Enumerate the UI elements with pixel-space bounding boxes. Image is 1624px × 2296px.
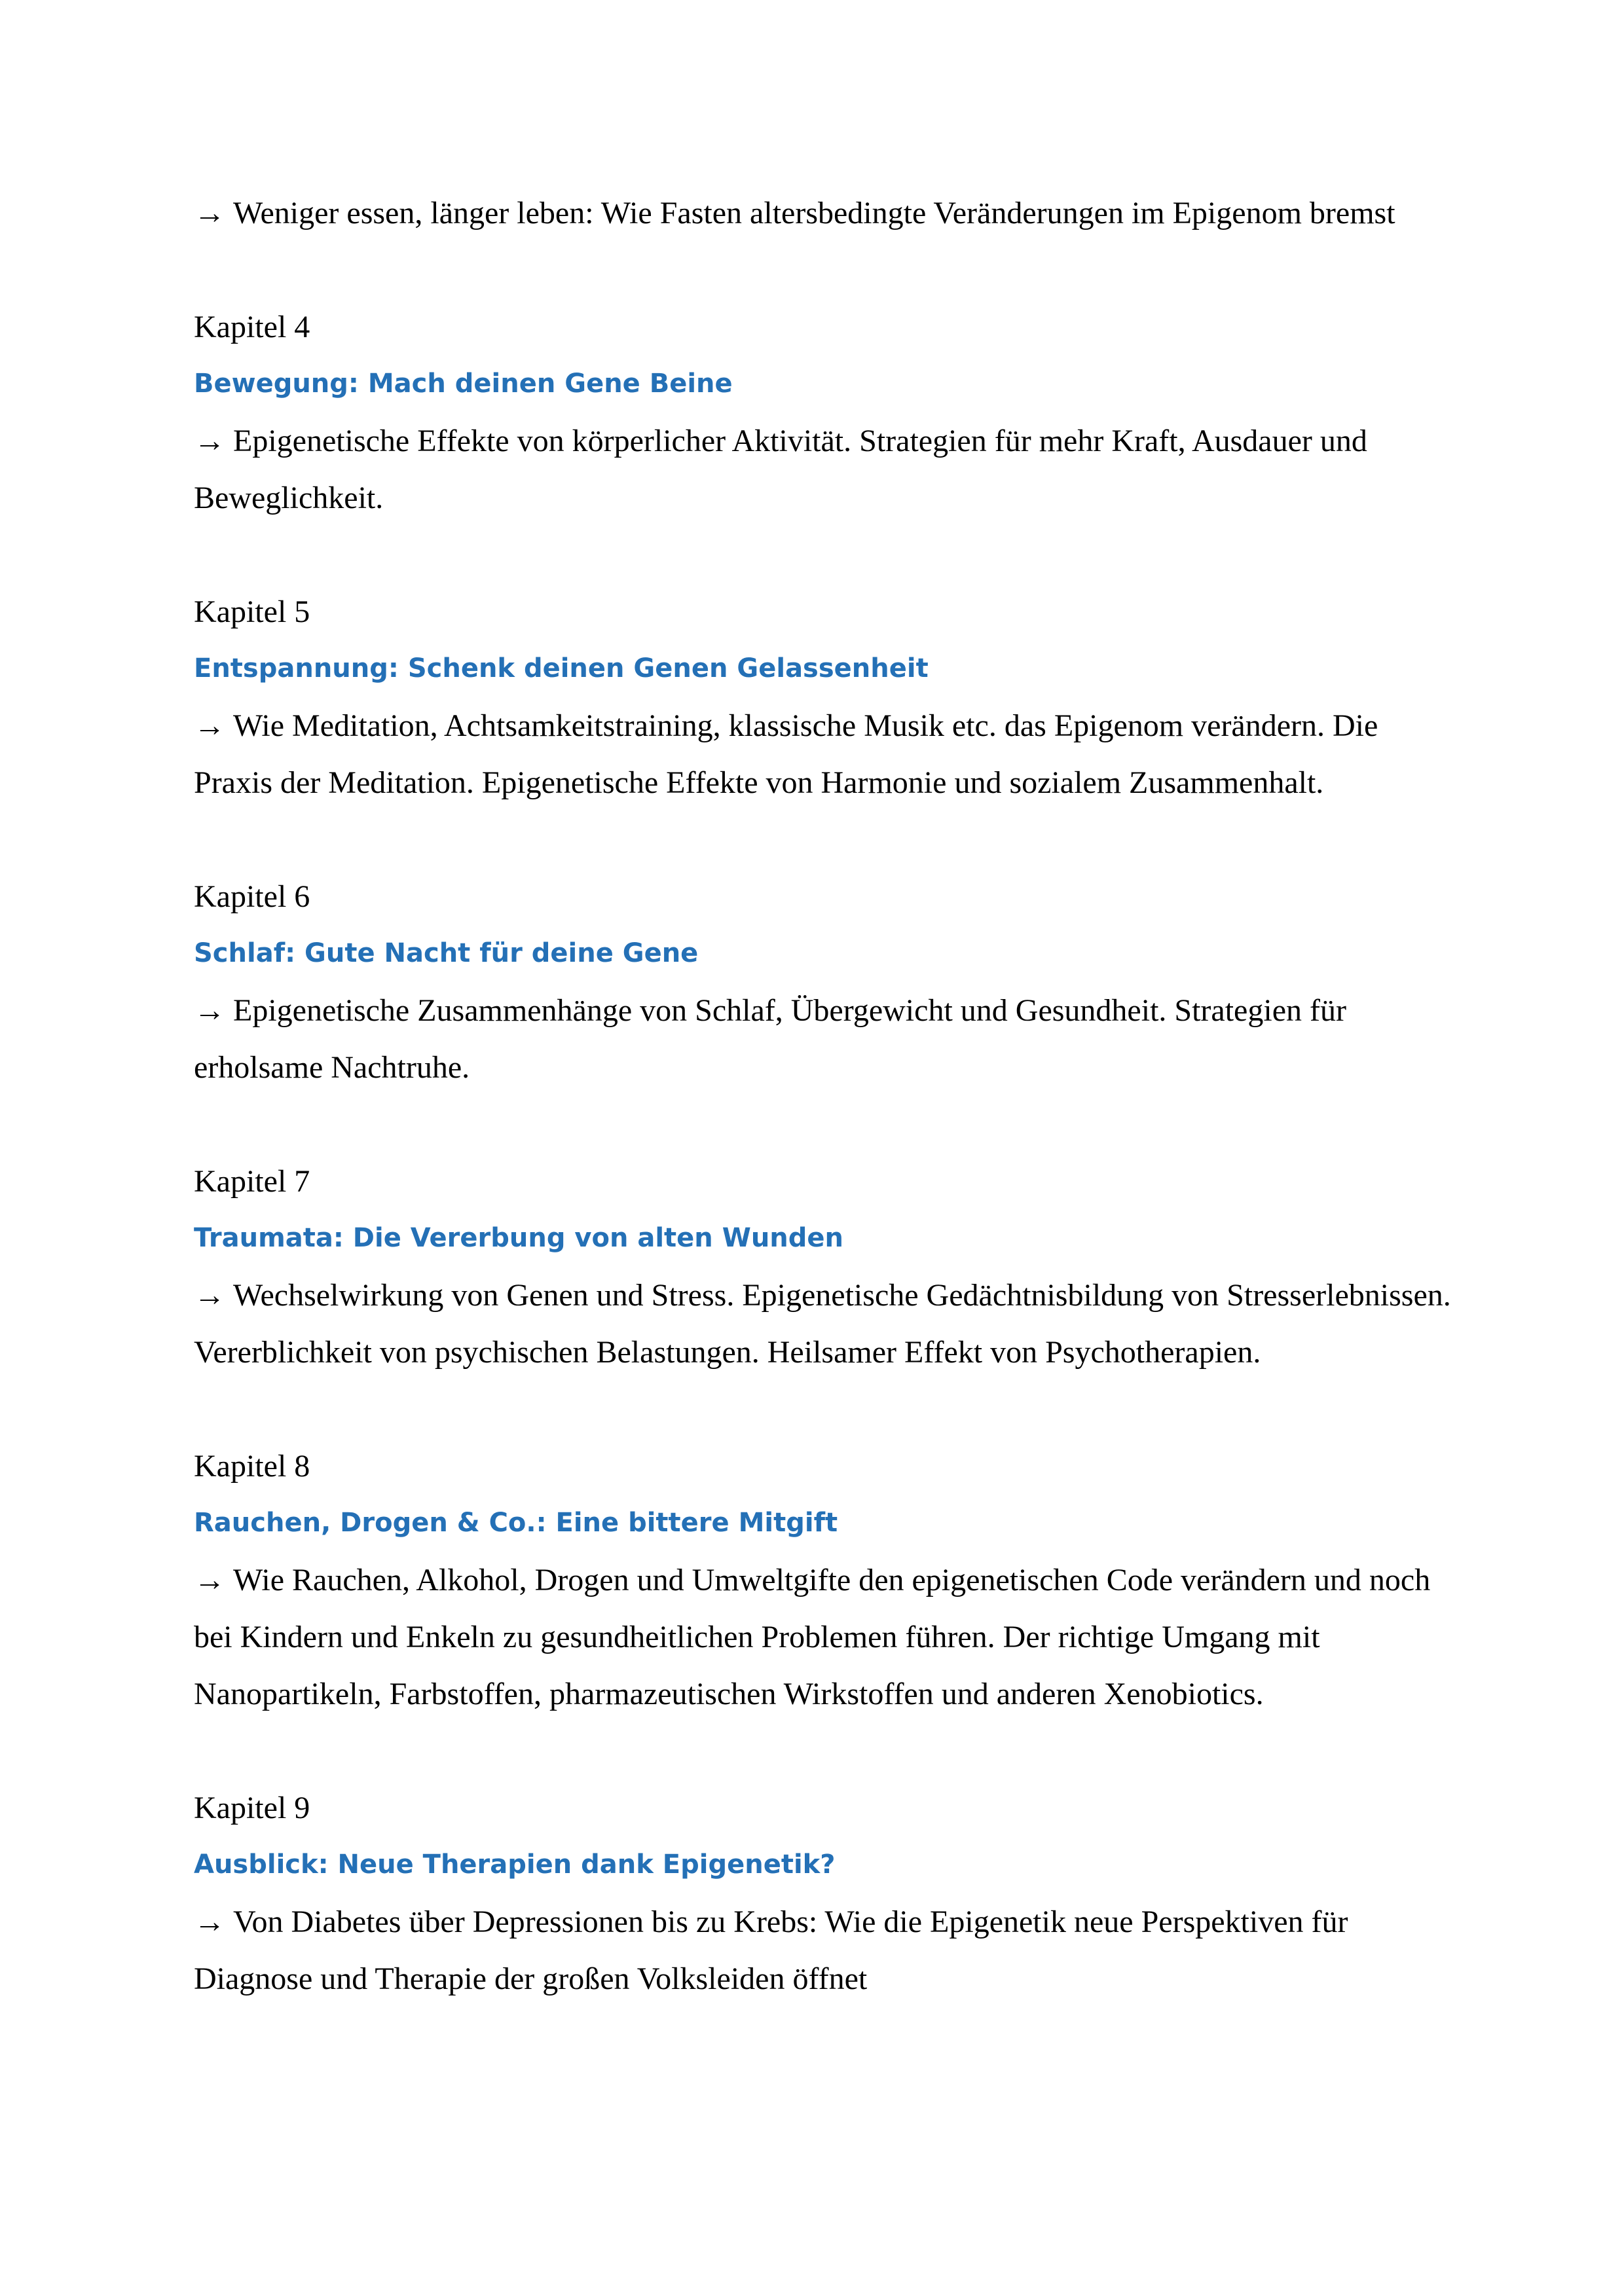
chapter-number: Kapitel 7 (194, 1164, 310, 1199)
chapter-description-text: Epigenetische Effekte von körperlicher Aktivität. Strategien für mehr Kraft, Ausdauer und Beweglichkeit. (194, 424, 1367, 515)
chapter-title: Traumata: Die Vererbung von alten Wunden (194, 1223, 844, 1253)
chapter-number: Kapitel 8 (194, 1449, 310, 1484)
arrow-icon: → (194, 424, 225, 458)
document-page (194, 185, 1458, 2007)
intro-text: Weniger essen, länger leben: Wie Fasten altersbedingte Veränderungen im Epigenom bremst (233, 196, 1395, 230)
chapter-number: Kapitel 9 (194, 1791, 310, 1825)
chapter-number: Kapitel 6 (194, 879, 310, 914)
chapter-title: Bewegung: Mach deinen Gene Beine (194, 369, 733, 399)
chapter-description (194, 697, 1458, 811)
chapter-title: Entspannung: Schenk deinen Genen Gelassenheit (194, 653, 929, 683)
chapter-title: Ausblick: Neue Therapien dank Epigenetik? (194, 1850, 836, 1880)
chapter-description (194, 1552, 1458, 1722)
intro-paragraph (194, 185, 1458, 242)
arrow-icon: → (194, 1563, 225, 1597)
chapter-title: Schlaf: Gute Nacht für deine Gene (194, 938, 699, 968)
arrow-icon: → (194, 993, 225, 1028)
chapter-7 (194, 1153, 1458, 1381)
chapter-description-text: Wie Rauchen, Alkohol, Drogen und Umweltgifte den epigenetischen Code verändern und noch bei Kindern und Enkeln zu gesundheitlichen Problemen führen. Der richtige Umgang mit Nanopartikeln, Farbstoffen, pharmazeutischen Wirkstoffen und anderen Xenobiotics. (194, 1563, 1431, 1711)
chapter-4 (194, 299, 1458, 526)
chapter-title: Rauchen, Drogen & Co.: Eine bittere Mitgift (194, 1508, 838, 1538)
chapter-description-text: Von Diabetes über Depressionen bis zu Krebs: Wie die Epigenetik neue Perspektiven für Diagnose und Therapie der großen Volksleiden öffnet (194, 1904, 1348, 1996)
chapter-description-text: Wie Meditation, Achtsamkeitstraining, klassische Musik etc. das Epigenom verändern. Die Praxis der Meditation. Epigenetische Effekte von Harmonie und sozialem Zusammenhalt. (194, 708, 1378, 800)
arrow-icon: → (194, 708, 225, 743)
chapter-description (194, 982, 1458, 1096)
chapter-description-text: Wechselwirkung von Genen und Stress. Epigenetische Gedächtnisbildung von Stresserlebnissen. Vererblichkeit von psychischen Belastungen. Heilsamer Effekt von Psychotherapien. (194, 1278, 1451, 1370)
chapter-8 (194, 1438, 1458, 1722)
chapter-9 (194, 1779, 1458, 2007)
chapter-5 (194, 583, 1458, 811)
arrow-icon: → (194, 196, 225, 230)
chapter-description (194, 1893, 1458, 2007)
chapter-number: Kapitel 4 (194, 310, 310, 344)
chapter-number: Kapitel 5 (194, 594, 310, 629)
chapter-description (194, 1267, 1458, 1381)
arrow-icon: → (194, 1278, 225, 1313)
chapter-description (194, 412, 1458, 526)
chapter-6 (194, 868, 1458, 1096)
arrow-icon: → (194, 1904, 225, 1939)
chapter-description-text: Epigenetische Zusammenhänge von Schlaf, Übergewicht und Gesundheit. Strategien für erholsame Nachtruhe. (194, 993, 1346, 1085)
